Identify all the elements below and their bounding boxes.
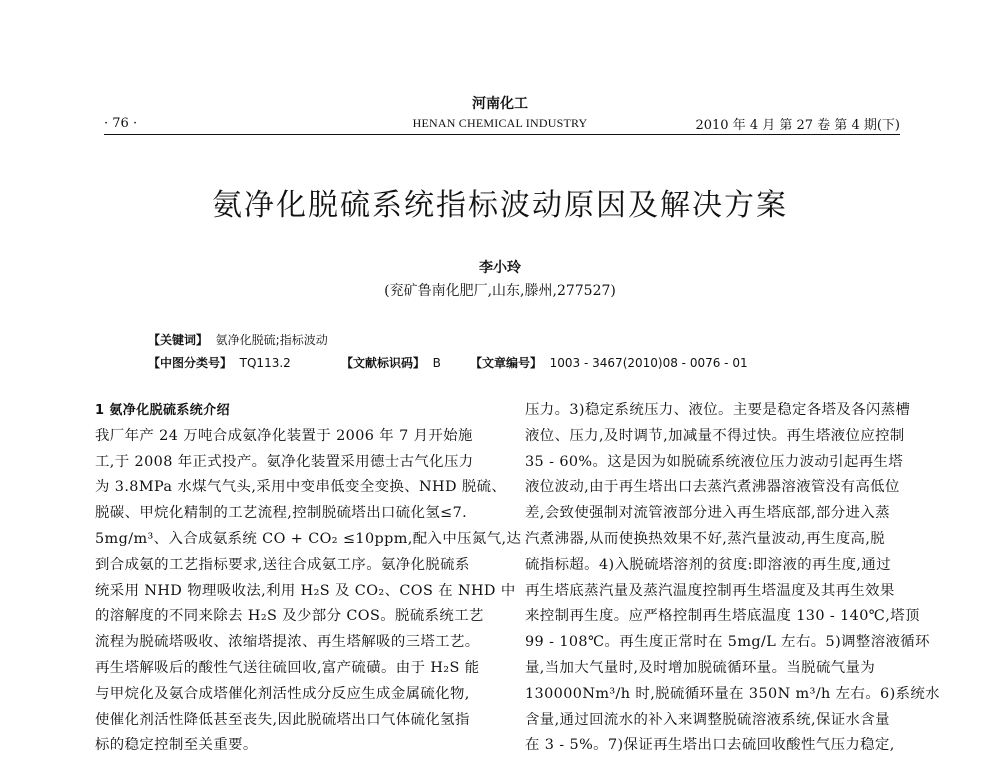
classification-line bbox=[148, 354, 291, 371]
body-line: 130000Nm³/h 时,脱硫循环量在 350N m³/h 左右。6)系统水 bbox=[525, 685, 940, 702]
body-line: 5mg/m³、入合成氨系统 CO + CO₂ ≤10ppm,配入中压氮气,达 bbox=[95, 530, 522, 547]
body-line: 液位波动,由于再生塔出口去蒸汽煮沸器溶液管没有高低位 bbox=[525, 479, 900, 496]
body-line: 的溶解度的不同来除去 H₂S 及少部分 COS。脱硫系统工艺 bbox=[95, 608, 484, 625]
page-number: · 76 · bbox=[104, 116, 138, 131]
article-number-line bbox=[470, 354, 748, 371]
body-line: 工,于 2008 年正式投产。氨净化装置采用德士古气化压力 bbox=[95, 453, 474, 470]
body-line: 脱碳、甲烷化精制的工艺流程,控制脱硫塔出口硫化氢≤7. bbox=[95, 505, 468, 522]
author-affiliation: (兖矿鲁南化肥厂,山东,滕州,277527) bbox=[384, 283, 616, 299]
body-line: 统采用 NHD 物理吸收法,利用 H₂S 及 CO₂、COS 在 NHD 中 bbox=[95, 582, 516, 599]
body-line: 再生塔解吸后的酸性气送往硫回收,富产硫磺。由于 H₂S 能 bbox=[95, 659, 480, 676]
issue-info: 2010 年 4 月 第 27 卷 第 4 期(下) bbox=[695, 118, 900, 133]
body-line: 我厂年产 24 万吨合成氨净化装置于 2006 年 7 月开始施 bbox=[95, 427, 473, 444]
keywords-label: 【关键词】 bbox=[148, 333, 209, 347]
article-number-label: 【文章编号】 bbox=[470, 356, 543, 370]
document-code-value: B bbox=[432, 356, 441, 370]
body-line: 液位、压力,及时调节,加减量不得过快。再生塔液位应控制 bbox=[525, 427, 905, 444]
body-line: 在 3 - 5%。7)保证再生塔出口去硫回收酸性气压力稳定, bbox=[525, 737, 895, 754]
body-line: 量,当加大气量时,及时增加脱硫循环量。当脱硫气量为 bbox=[525, 659, 876, 676]
keywords-value: 氨净化脱硫;指标波动 bbox=[215, 333, 328, 347]
body-line: 差,会致使强制对流管液部分进入再生塔底部,部分进入蒸 bbox=[525, 505, 890, 522]
header-rule bbox=[104, 134, 900, 135]
document-code-label: 【文献标识码】 bbox=[341, 356, 426, 370]
body-line: 来控制再生度。应严格控制再生塔底温度 130 - 140℃,塔顶 bbox=[525, 608, 920, 625]
article-title: 氨净化脱硫系统指标波动原因及解决方案 bbox=[212, 188, 788, 223]
journal-name-en: HENAN CHEMICAL INDUSTRY bbox=[412, 116, 588, 130]
body-line: 压力。3)稳定系统压力、液位。主要是稳定各塔及各闪蒸槽 bbox=[525, 402, 911, 418]
body-right-column bbox=[525, 398, 940, 759]
document-code-line bbox=[341, 354, 441, 371]
classification-label: 【中图分类号】 bbox=[148, 356, 233, 370]
section-heading: 1 氨净化脱硫系统介绍 bbox=[95, 403, 230, 418]
body-line: 含量,通过回流水的补入来调整脱硫溶液系统,保证水含量 bbox=[525, 711, 890, 728]
body-line: 到合成氨的工艺指标要求,送往合成氨工序。氨净化脱硫系 bbox=[95, 556, 470, 573]
journal-name-cn: 河南化工 bbox=[472, 96, 528, 112]
body-line: 硫指标超。4)入脱硫塔溶剂的贫度:即溶液的再生度,通过 bbox=[525, 556, 891, 573]
body-line: 35 - 60%。这是因为如脱硫系统液位压力波动引起再生塔 bbox=[525, 453, 904, 470]
body-line: 与甲烷化及氨合成塔催化剂活性成分反应生成金属硫化物, bbox=[95, 685, 470, 702]
classification-value: TQ113.2 bbox=[239, 356, 291, 370]
keywords-line bbox=[148, 331, 328, 348]
body-left-column bbox=[95, 398, 522, 759]
body-line: 流程为脱硫塔吸收、浓缩塔提浓、再生塔解吸的三塔工艺。 bbox=[95, 634, 480, 651]
body-line: 标的稳定控制至关重要。 bbox=[95, 737, 258, 754]
body-line: 99 - 108℃。再生度正常时在 5mg/L 左右。5)调整溶液循环 bbox=[525, 634, 930, 651]
author-name: 李小玲 bbox=[479, 260, 521, 276]
body-line: 为 3.8MPa 水煤气气头,采用中变串低变全变换、NHD 脱硫、 bbox=[95, 479, 507, 496]
body-line: 使催化剂活性降低甚至丧失,因此脱硫塔出口气体硫化氢指 bbox=[95, 711, 470, 728]
article-number-value: 1003 - 3467(2010)08 - 0076 - 01 bbox=[549, 356, 748, 370]
body-line: 再生塔底蒸汽量及蒸汽温度控制再生塔温度及其再生效果 bbox=[525, 582, 895, 599]
body-line: 汽煮沸器,从而使换热效果不好,蒸汽量波动,再生度高,脱 bbox=[525, 530, 886, 547]
